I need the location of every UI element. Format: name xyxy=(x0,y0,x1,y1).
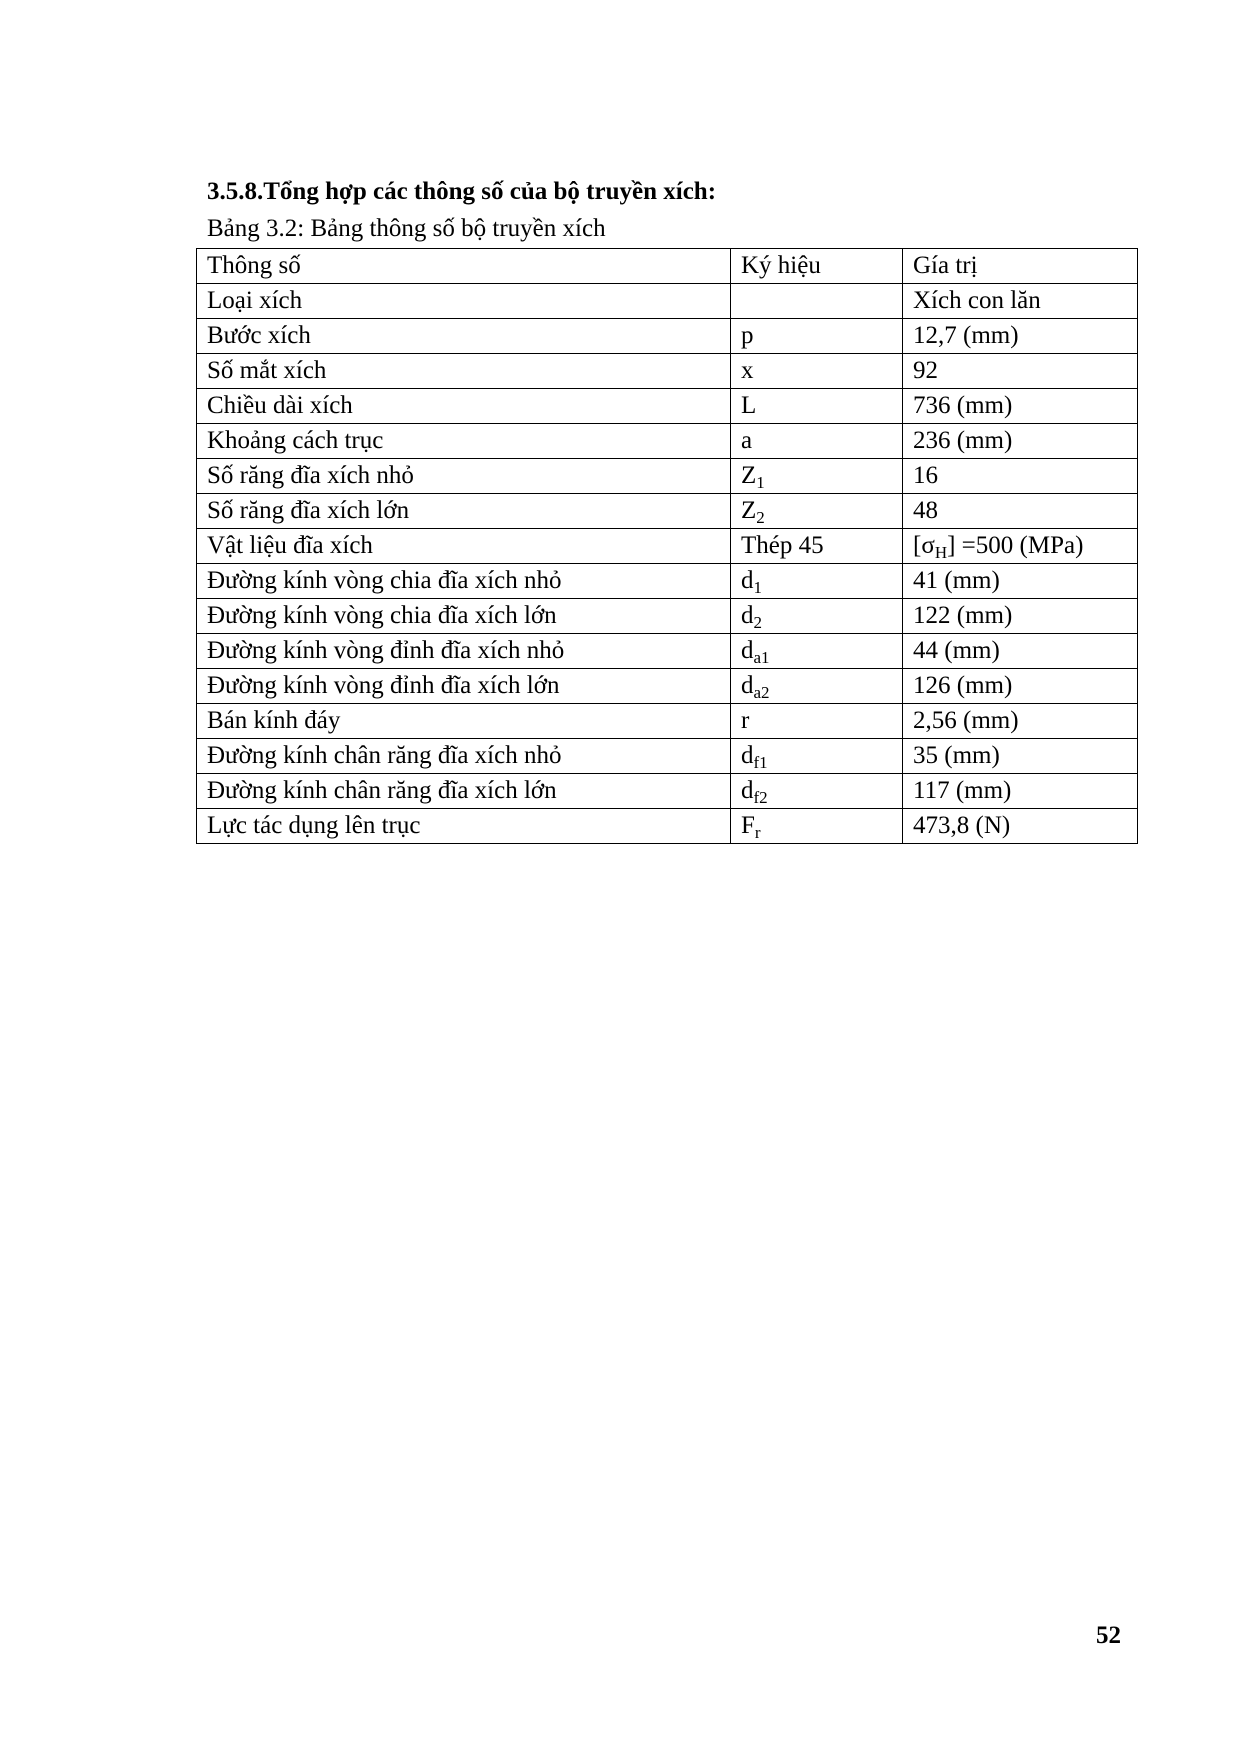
table-row xyxy=(197,424,1138,459)
symbol-subscript: a2 xyxy=(753,683,770,702)
symbol-cell xyxy=(731,704,903,739)
header-parameter: Thông số xyxy=(197,249,731,284)
symbol-cell xyxy=(731,494,903,529)
parameter-cell: Đường kính vòng đỉnh đĩa xích nhỏ xyxy=(197,634,731,669)
symbol-cell xyxy=(731,599,903,634)
symbol-cell xyxy=(731,424,903,459)
symbol-cell xyxy=(731,389,903,424)
table-header-row xyxy=(197,249,1138,284)
parameter-cell: Đường kính vòng chia đĩa xích nhỏ xyxy=(197,564,731,599)
value-cell: 473,8 (N) xyxy=(903,809,1138,844)
parameter-cell: Số răng đĩa xích nhỏ xyxy=(197,459,731,494)
symbol-subscript: r xyxy=(754,823,761,842)
symbol-text: d xyxy=(741,672,754,699)
symbol-text: x xyxy=(741,357,754,384)
value-cell: 16 xyxy=(903,459,1138,494)
symbol-cell xyxy=(731,739,903,774)
symbol-cell xyxy=(731,564,903,599)
symbol-text: Z xyxy=(741,462,757,489)
symbol-text: d xyxy=(741,602,754,629)
symbol-text: Thép 45 xyxy=(741,532,824,559)
symbol-text: a xyxy=(741,427,753,454)
table-row xyxy=(197,284,1138,319)
table-row xyxy=(197,459,1138,494)
symbol-cell xyxy=(731,774,903,809)
symbol-cell xyxy=(731,354,903,389)
symbol-subscript: f2 xyxy=(753,788,768,807)
table-row xyxy=(197,774,1138,809)
table-caption: Bảng 3.2: Bảng thông số bộ truyền xích xyxy=(207,215,606,242)
table-row xyxy=(197,634,1138,669)
table-row xyxy=(197,319,1138,354)
table-row xyxy=(197,704,1138,739)
symbol-text: Z xyxy=(741,497,757,524)
parameter-cell: Đường kính chân răng đĩa xích nhỏ xyxy=(197,739,731,774)
value-cell: 41 (mm) xyxy=(903,564,1138,599)
symbol-cell xyxy=(731,669,903,704)
parameter-cell: Đường kính vòng đỉnh đĩa xích lớn xyxy=(197,669,731,704)
symbol-subscript: a1 xyxy=(753,648,770,667)
parameter-cell: Bước xích xyxy=(197,319,731,354)
symbol-text: r xyxy=(741,707,750,734)
symbol-subscript: 2 xyxy=(756,508,765,527)
header-symbol: Ký hiệu xyxy=(731,249,903,284)
value-cell: Xích con lăn xyxy=(903,284,1138,319)
symbol-text: d xyxy=(741,567,754,594)
symbol-text: p xyxy=(741,322,754,349)
symbol-subscript: 1 xyxy=(753,578,762,597)
symbol-text: d xyxy=(741,742,754,769)
symbol-text: L xyxy=(741,392,757,419)
value-subscript: H xyxy=(934,543,948,562)
symbol-cell xyxy=(731,529,903,564)
table-row xyxy=(197,354,1138,389)
symbol-cell xyxy=(731,284,903,319)
parameter-cell: Vật liệu đĩa xích xyxy=(197,529,731,564)
value-cell: 736 (mm) xyxy=(903,389,1138,424)
table-row xyxy=(197,669,1138,704)
symbol-text: d xyxy=(741,637,754,664)
value-cell: 44 (mm) xyxy=(903,634,1138,669)
parameter-cell: Số răng đĩa xích lớn xyxy=(197,494,731,529)
header-value: Gía trị xyxy=(903,249,1138,284)
table-row xyxy=(197,739,1138,774)
parameter-cell: Khoảng cách trục xyxy=(197,424,731,459)
value-cell: 122 (mm) xyxy=(903,599,1138,634)
parameter-cell: Đường kính chân răng đĩa xích lớn xyxy=(197,774,731,809)
value-cell: 35 (mm) xyxy=(903,739,1138,774)
symbol-subscript: 1 xyxy=(756,473,765,492)
symbol-subscript: f1 xyxy=(753,753,768,772)
symbol-text: d xyxy=(741,777,754,804)
parameter-cell: Loại xích xyxy=(197,284,731,319)
symbol-cell xyxy=(731,634,903,669)
table-row xyxy=(197,599,1138,634)
table-row xyxy=(197,494,1138,529)
symbol-cell xyxy=(731,459,903,494)
value-cell: 126 (mm) xyxy=(903,669,1138,704)
parameter-cell: Bán kính đáy xyxy=(197,704,731,739)
parameter-cell: Lực tác dụng lên trục xyxy=(197,809,731,844)
symbol-subscript: 2 xyxy=(753,613,762,632)
value-prefix: [σ xyxy=(913,532,935,559)
value-cell: 117 (mm) xyxy=(903,774,1138,809)
parameter-cell: Đường kính vòng chia đĩa xích lớn xyxy=(197,599,731,634)
table-row xyxy=(197,809,1138,844)
table-row xyxy=(197,529,1138,564)
value-suffix: ] =500 (MPa) xyxy=(947,532,1084,559)
value-cell: 2,56 (mm) xyxy=(903,704,1138,739)
value-cell: 12,7 (mm) xyxy=(903,319,1138,354)
table-row xyxy=(197,389,1138,424)
parameter-cell: Số mắt xích xyxy=(197,354,731,389)
parameters-table xyxy=(196,248,1138,844)
value-cell: 236 (mm) xyxy=(903,424,1138,459)
value-cell xyxy=(903,529,1138,564)
symbol-cell xyxy=(731,809,903,844)
page-number: 52 xyxy=(1096,1622,1121,1649)
value-cell: 48 xyxy=(903,494,1138,529)
value-cell: 92 xyxy=(903,354,1138,389)
table-row xyxy=(197,564,1138,599)
parameter-cell: Chiều dài xích xyxy=(197,389,731,424)
symbol-text: F xyxy=(741,812,755,839)
section-heading: 3.5.8.Tổng hợp các thông số của bộ truyền xích: xyxy=(207,178,717,205)
symbol-cell xyxy=(731,319,903,354)
